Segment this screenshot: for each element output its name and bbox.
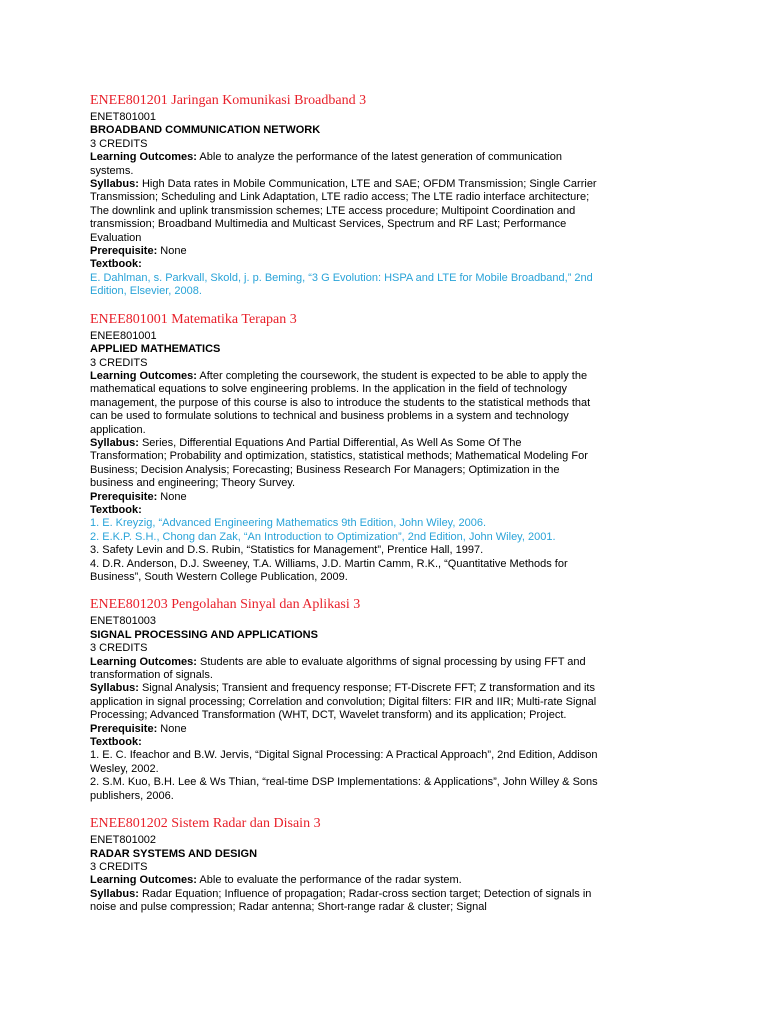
learning-outcomes-text: Able to analyze the performance of the latest generation of communication systems.	[90, 151, 563, 177]
textbook-label: Textbook:	[90, 736, 142, 749]
learning-outcomes	[90, 656, 600, 683]
syllabus-text: Signal Analysis; Transient and frequency response; FT-Discrete FFT; Z transformation and its application in signal processing; Correlation and convolution; Digital filters: FIR and IIR; Multi-rate Signal Processing; Advanced Transformation (WHT, DCT, Wavelet transform) and its application; Project.	[90, 682, 597, 722]
syllabus-text: Radar Equation; Influence of propagation; Radar-cross section target; Detection of signals in noise and pulse compression; Radar antenna; Short-range radar & cluster; Signal	[90, 887, 592, 914]
syllabus-label: Syllabus:	[90, 682, 139, 695]
textbook-list	[90, 272, 600, 299]
prerequisite-label: Prerequisite:	[90, 722, 158, 735]
syllabus-text: High Data rates in Mobile Communication, LTE and SAE; OFDM Transmission; Single Carrier Transmission; Scheduling and Link Adaptation, LTE radio access; The LTE radio interface architecture; The downlink and uplink transmission schemes; LTE access procedure; Multipoint Coordination and transmission; Broadband Multimedia and Multicast Services, Spectrum and RF Last; Performance Evaluation	[90, 178, 597, 244]
course-name: SIGNAL PROCESSING AND APPLICATIONS	[90, 628, 318, 641]
syllabus-label: Syllabus:	[90, 887, 139, 900]
textbook-item: 1. E. Kreyzig, “Advanced Engineering Mathematics 9th Edition, John Wiley, 2006.	[90, 517, 487, 530]
textbook-item: 2. S.M. Kuo, B.H. Lee & Ws Thian, “real-time DSP Implementations: & Applications”, John Willey & Sons publishers, 2006.	[90, 776, 598, 802]
learning-outcomes-label: Learning Outcomes:	[90, 874, 197, 887]
learning-outcomes	[90, 370, 600, 437]
prerequisite-text: None	[157, 722, 187, 735]
course-code: ENET801002	[90, 834, 157, 847]
prerequisite-text: None	[157, 245, 187, 258]
document-page	[90, 92, 600, 927]
syllabus	[90, 682, 600, 722]
syllabus-label: Syllabus:	[90, 178, 139, 191]
course-credits: 3 CREDITS	[90, 860, 148, 873]
course-title: ENEE801203 Pengolahan Sinyal dan Aplikasi 3	[90, 597, 361, 613]
textbook-item: 2. E.K.P. S.H., Chong dan Zak, “An Introduction to Optimization”, 2nd Edition, John Wiley, 2001.	[90, 530, 556, 543]
syllabus	[90, 437, 600, 491]
prerequisite-text: None	[157, 490, 187, 503]
course-title: ENEE801201 Jaringan Komunikasi Broadband 3	[90, 93, 367, 108]
learning-outcomes-label: Learning Outcomes:	[90, 369, 197, 382]
prerequisite	[90, 491, 600, 504]
prerequisite	[90, 723, 600, 736]
course-block	[90, 311, 600, 585]
textbook-label: Textbook:	[90, 503, 142, 516]
textbook-item: E. Dahlman, s. Parkvall, Skold, j. p. Beming, “3 G Evolution: HSPA and LTE for Mobile Broadband,” 2nd Edition, Elsevier, 2008.	[90, 271, 593, 298]
course-credits: 3 CREDITS	[90, 356, 148, 369]
learning-outcomes-label: Learning Outcomes:	[90, 655, 197, 668]
textbook-item: 3. Safety Levin and D.S. Rubin, “Statistics for Management”, Prentice Hall, 1997.	[90, 544, 484, 557]
learning-outcomes	[90, 874, 600, 887]
course-code: ENET801001	[90, 111, 157, 123]
prerequisite-label: Prerequisite:	[90, 490, 158, 503]
syllabus	[90, 888, 600, 915]
course-name: RADAR SYSTEMS AND DESIGN	[90, 847, 258, 860]
learning-outcomes-text: Able to evaluate the performance of the radar system.	[196, 874, 462, 887]
syllabus-text: Series, Differential Equations And Partial Differential, As Well As Some Of The Transformation; Probability and optimization, statistics, statistical methods; Mathematical Modeling For Business; Decision Analysis; Forecasting; Business Research For Managers; Optimization in the business and engineering; Theory Survey.	[90, 436, 588, 490]
learning-outcomes-text: Students are able to evaluate algorithms of signal processing by using FFT and transformation of signals.	[90, 655, 586, 682]
course-name: APPLIED MATHEMATICS	[90, 343, 221, 356]
course-code: ENEE801001	[90, 329, 157, 342]
course-name: BROADBAND COMMUNICATION NETWORK	[90, 124, 321, 137]
textbook-label: Textbook:	[90, 258, 142, 271]
course-title: ENEE801001 Matematika Terapan 3	[90, 311, 297, 327]
course-code: ENET801003	[90, 615, 157, 628]
learning-outcomes	[90, 151, 600, 178]
syllabus-label: Syllabus:	[90, 436, 139, 449]
syllabus	[90, 178, 600, 245]
learning-outcomes-label: Learning Outcomes:	[90, 151, 197, 164]
course-credits: 3 CREDITS	[90, 642, 148, 655]
prerequisite	[90, 245, 600, 258]
course-block	[90, 815, 600, 914]
course-credits: 3 CREDITS	[90, 137, 148, 150]
textbook-list	[90, 749, 600, 803]
learning-outcomes-text: After completing the coursework, the student is expected to be able to apply the mathematical equations to solve engineering problems. In the application in the field of technology management, the purpose of this course is also to introduce the students to the statistical methods that can be used to formulate solutions to technical and business problems in a system and technology application.	[90, 369, 591, 436]
course-block	[90, 92, 600, 299]
textbook-item: 1. E. C. Ifeachor and B.W. Jervis, “Digital Signal Processing: A Practical Approach”, 2nd Edition, Addison Wesley, 2002.	[90, 749, 598, 775]
prerequisite-label: Prerequisite:	[90, 245, 158, 258]
course-block	[90, 596, 600, 803]
textbook-item: 4. D.R. Anderson, D.J. Sweeney, T.A. Williams, J.D. Martin Camm, R.K., “Quantitative Methods for Business”, South Western College Publication, 2009.	[90, 557, 568, 583]
textbook-list	[90, 517, 600, 584]
course-title: ENEE801202 Sistem Radar dan Disain 3	[90, 816, 321, 832]
